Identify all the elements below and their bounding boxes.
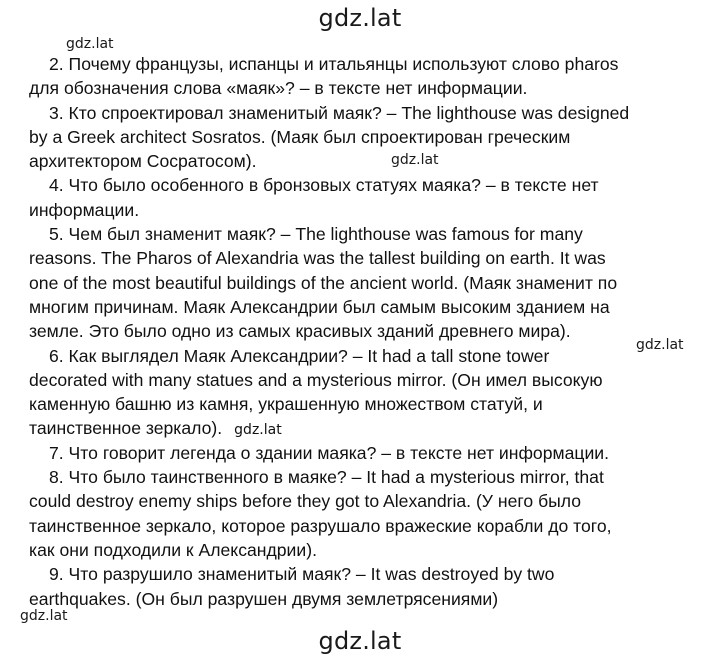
watermark: gdz.lat [636,337,684,353]
text-line: reasons. The Pharos of Alexandria was the tallest building on earth. It was [29,248,606,269]
text-line: 6. Как выглядел Маяк Александрии? – It had a tall stone tower [49,345,550,366]
text-line: архитектором Сосратосом). [29,151,257,172]
text-line: каменную башню из камня, украшенную множеством статуй, и [29,394,543,415]
watermark: gdz.lat [391,152,439,168]
text-line: earthquakes. (Он был разрушен двумя землетрясениями) [29,588,499,609]
site-footer-watermark: gdz.lat [318,627,402,655]
text-line: decorated with many statues and a mysterious mirror. (Он имел высокую [29,369,603,390]
text-line: 2. Почему французы, испанцы и итальянцы используют слово pharos [49,54,619,74]
answer-text-block [29,52,699,611]
watermark: gdz.lat [234,422,282,439]
text-line: 4. Что было особенного в бронзовых статуях маяка? – в тексте нет [49,175,599,196]
text-line-content: таинственное зеркало). [29,418,223,439]
text-line: 7. Что говорит легенда о здании маяка? – в тексте нет информации. [49,442,609,463]
site-header-watermark: gdz.lat [318,4,402,32]
text-line: земле. Это было одно из самых красивых зданий древнего мира). [29,321,571,342]
text-line: by a Greek architect Sosratos. (Маяк был спроектирован греческим [29,126,571,147]
text-line: многим причинам. Маяк Александрии был самым высоким зданием на [29,296,610,317]
text-line: информации. [29,199,140,220]
text-line: для обозначения слова «маяк»? – в тексте нет информации. [29,78,528,99]
text-line: could destroy enemy ships before they got to Alexandria. (У него было [29,491,582,512]
text-line: как они подходили к Александрии). [29,539,317,560]
watermark: gdz.lat [20,608,68,624]
text-line: 5. Чем был знаменит маяк? – The lighthouse was famous for many [49,224,583,245]
text-line: one of the most beautiful buildings of the ancient world. (Маяк знаменит по [29,272,618,293]
text-line: 9. Что разрушило знаменитый маяк? – It was destroyed by two [49,564,555,585]
text-line: 8. Что было таинственного в маяке? – It had a mysterious mirror, that [49,467,604,488]
text-line: 3. Кто спроектировал знаменитый маяк? – The lighthouse was designed [49,102,630,123]
text-line [29,416,699,440]
watermark: gdz.lat [66,36,114,52]
text-line: таинственное зеркало, которое разрушало вражеские корабли до того, [29,515,612,536]
